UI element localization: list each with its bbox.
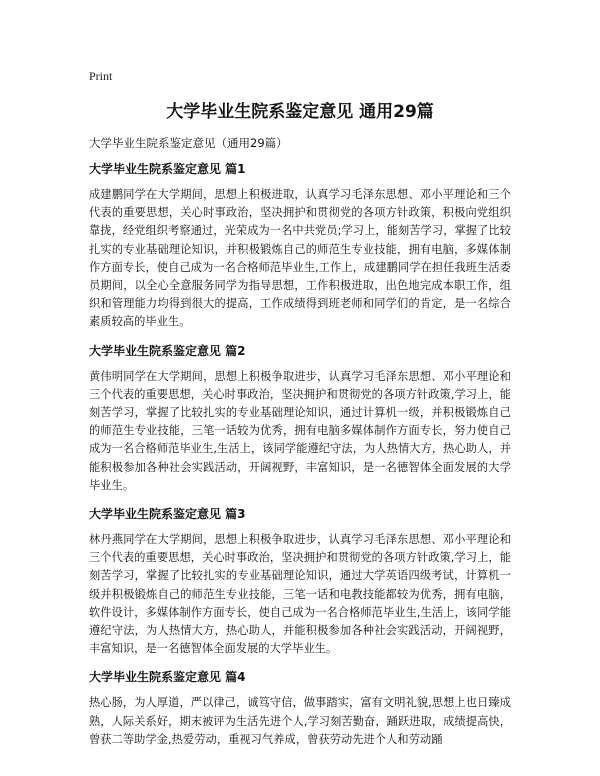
section-1: [89, 160, 511, 332]
section-body: 黄伟明同学在大学期间，思想上积极争取进步，认真学习毛泽东思想、邓小平理论和三个代表的重要思想，关心时事政治，坚决拥护和贯彻党的各项方针政策,学习上，能刻苦学习，掌握了比较扎实的专业基础理论知识，通过计算机一级，并积极锻炼自己的师范生专业技能，三笔一话较为优秀，拥有电脑多媒体制作方面专长，努力使自己成为一名合格师范毕业生,生活上，该同学能遵纪守法，为人热情大方，热心助人，并能积极参加各种社会实践活动，开阔视野，丰富知识，是一名德智体全面发展的大学毕业生。: [89, 369, 511, 492]
section-heading: 大学毕业生院系鉴定意见 篇1: [89, 162, 246, 176]
document-subtitle: 大学毕业生院系鉴定意见（通用29篇）: [89, 136, 288, 150]
section-4: [89, 668, 511, 749]
section-body: 林丹燕同学在大学期间，思想上积极争取进步，认真学习毛泽东思想、邓小平理论和三个代表的重要思想，关心时事政治，坚决拥护和贯彻党的各项方针政策,学习上，能刻苦学习，掌握了比较扎实的专业基础理论知识，通过大学英语四级考试，计算机一级并积极锻炼自己的师范生专业技能，三笔一话和电教技能都较为优秀，拥有电脑，软件设计，多媒体制作方面专长，使自己成为一名合格师范毕业生,生活上，该同学能遵纪守法，为人热情大方，热心助人，并能积极参加各种社会实践活动，开阔视野，丰富知识，是一名德智体全面发展的大学毕业生。: [89, 533, 511, 656]
print-label[interactable]: Print: [89, 69, 113, 83]
section-body: 热心肠，为人厚道，严以律己，诚笃守信，做事踏实，富有文明礼貌,思想上也日臻成熟，人际关系好，期末被评为生活先进个人,学习刻苦勤奋，踊跃进取，成绩提高快，曾获二等助学金,热爱劳动，重视习气养成，曾获劳动先进个人和劳动踊: [89, 696, 511, 746]
section-heading: 大学毕业生院系鉴定意见 篇4: [89, 670, 246, 685]
section-heading: 大学毕业生院系鉴定意见 篇3: [89, 507, 246, 522]
section-body: 成建鹏同学在大学期间，思想上积极进取，认真学习毛泽东思想、邓小平理论和三个代表的重要思想，关心时事政治，坚决拥护和贯彻党的各项方针政策，积极向党组织靠拢，经党组织考察通过，光荣成为一名中共党员;学习上，能刻苦学习，掌握了比较扎实的专业基础理论知识，并积极锻炼自己的师范生专业技能，拥有电脑，多媒体制作方面专长，使自己成为一名合格师范毕业生,工作上，成建鹏同学在担任我班生活委员期间，以全心全意服务同学为指导思想，工作积极进取，出色地完成本职工作，组织和管理能力均得到很大的提高，工作成绩得到班老师和同学们的肯定，是一名综合素质较高的毕业生。: [89, 188, 511, 329]
document-title: 大学毕业生院系鉴定意见 通用29篇: [166, 102, 434, 122]
section-3: [89, 505, 511, 658]
section-heading: 大学毕业生院系鉴定意见 篇2: [89, 343, 246, 358]
section-2: [89, 342, 511, 495]
